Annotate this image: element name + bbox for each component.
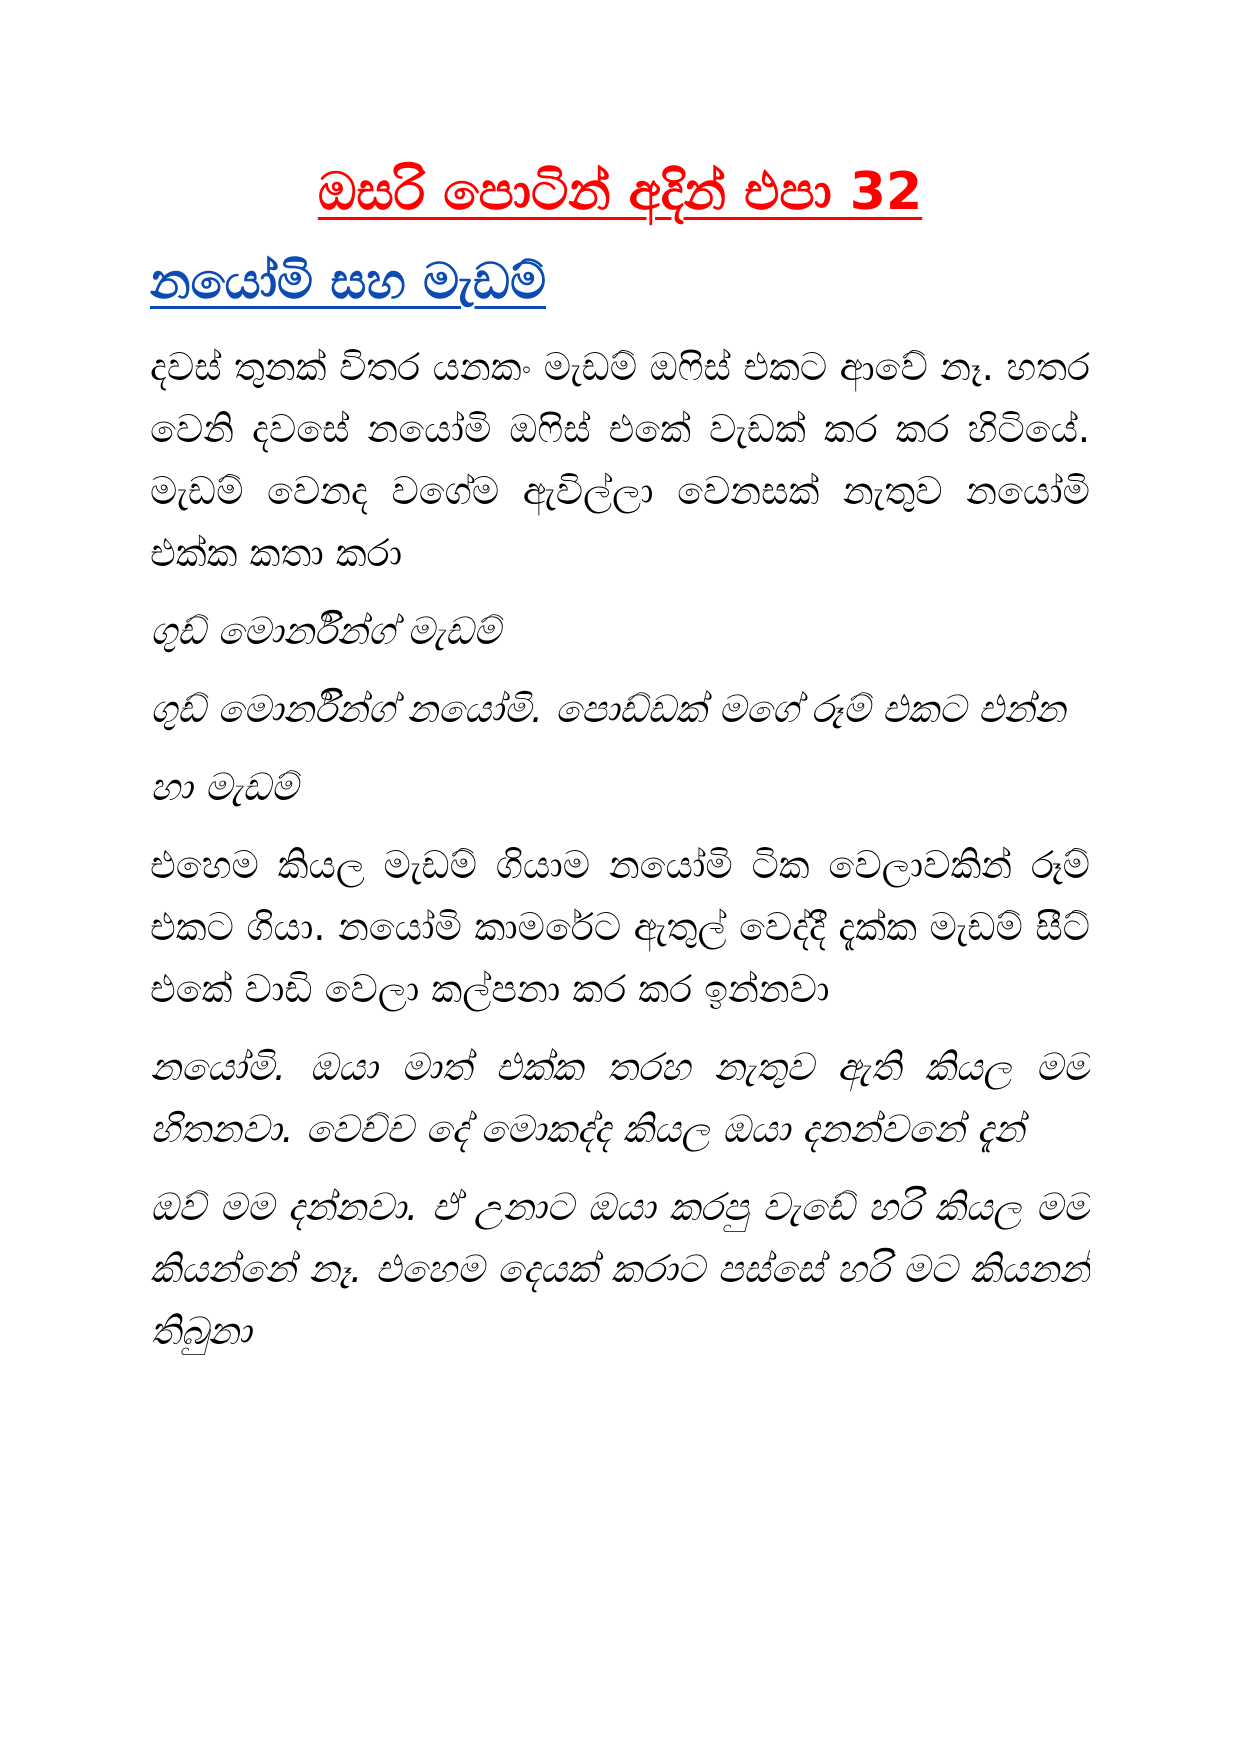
paragraph-1: දවස් තුනක් විතර යනකං මැඩම් ඔෆිස් එකට ආවේ නෑ. හතර වෙනි දවසේ නයෝමි ඔෆිස් එකේ වැඩක් කර කර හිටියේ. මැඩම් වෙනද වගේම ඇවිල්ලා වෙනසක් නැතුව නයෝමි එක්ක කතා කරා	[150, 345, 1090, 575]
paragraph-3: ගුඩ් මොර්නින්ග් නයෝමි. පොඩ්ඩක් මගේ රූම් එකට එන්න	[150, 687, 1066, 731]
document-page	[150, 150, 1090, 1610]
section-heading: නයෝමි සහ මැඩම්	[150, 252, 547, 310]
paragraph-5: එහෙම කියල මැඩම් ගියාම නයෝමි ටික වෙලාවකින් රූම් එකට ගියා. නයෝමි කාමරේට ඇතුල් වෙද්දී දැක්ක මැඩම් සීට් එකේ වාඩි වෙලා කල්පනා කර කර ඉන්නවා	[150, 843, 1090, 1011]
document-title: ඔසරි පොටින් අදින් එපා 32	[317, 162, 923, 222]
paragraph-7: ඔව් මම දන්නවා. ඒ උනාට ඔයා කරපු වැඩේ හරි කියල මම කියන්නේ නෑ. එහෙම දෙයක් කරාට පස්සේ හරි මට කියනන් තිබුනා	[150, 1185, 1090, 1353]
paragraph-4: හා මැඩම්	[150, 765, 298, 809]
paragraph-2: ගුඩ් මොර්නින්ග් මැඩම්	[150, 609, 501, 653]
paragraph-6: නයෝමි. ඔයා මාත් එක්ක තරහ නැතුව ඇති කියල මම හිතනවා. වෙච්ච දේ මොකද්ද කියල ඔයා දනන්වනේ දැන්	[150, 1045, 1090, 1151]
